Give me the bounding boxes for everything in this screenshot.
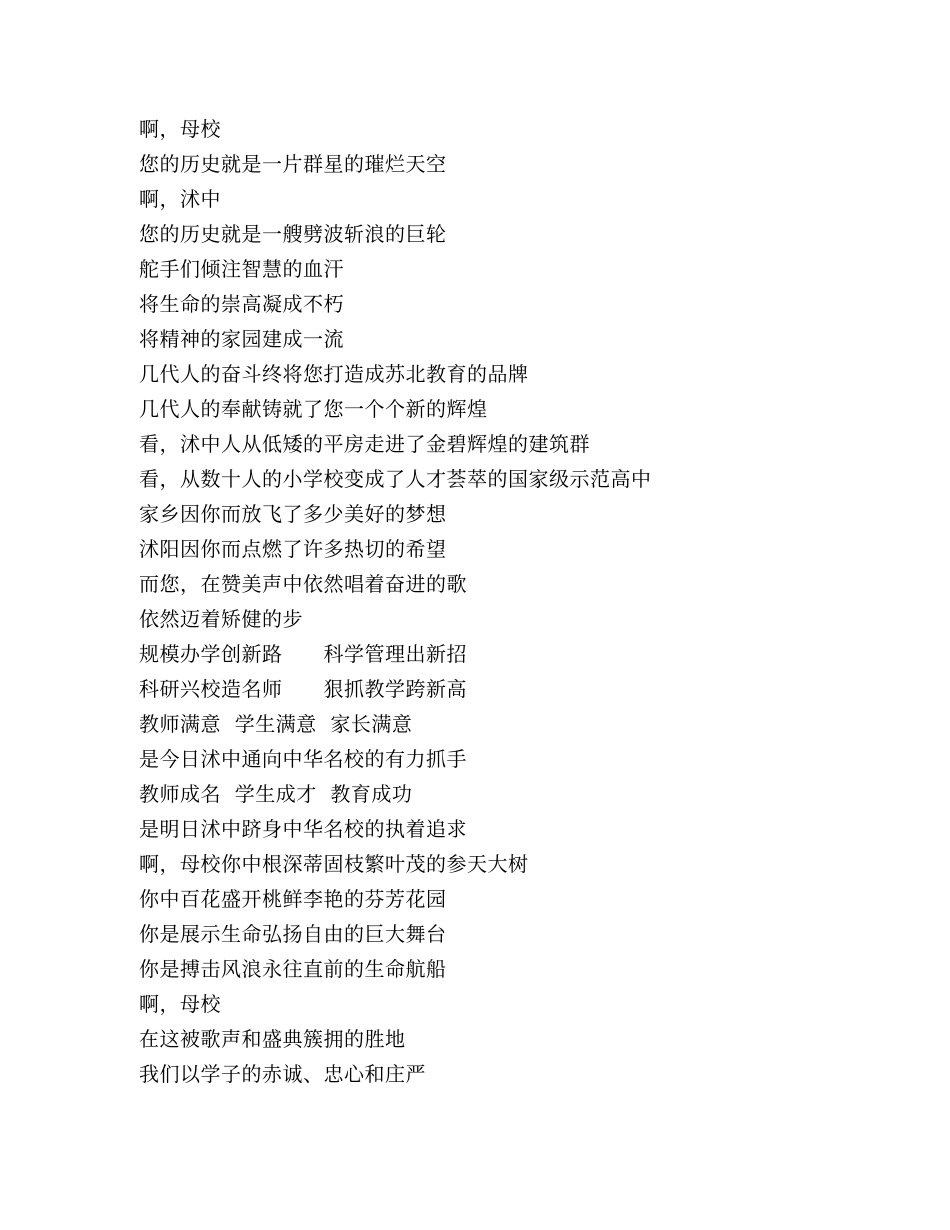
poem-line: 教师满意 学生满意 家长满意 xyxy=(139,712,413,736)
poem-line: 啊，沭中 xyxy=(139,187,221,211)
poem-line: 将精神的家园建成一流 xyxy=(139,327,344,351)
poem-line: 看，从数十人的小学校变成了人才荟萃的国家级示范高中 xyxy=(139,467,652,491)
poem-line: 教师成名 学生成才 教育成功 xyxy=(139,782,413,806)
poem-line: 您的历史就是一艘劈波斩浪的巨轮 xyxy=(139,222,447,246)
poem-line: 看，沭中人从低矮的平房走进了金碧辉煌的建筑群 xyxy=(139,432,590,456)
poem-line: 是明日沭中跻身中华名校的执着追求 xyxy=(139,817,467,841)
poem-line: 依然迈着矫健的步 xyxy=(139,607,303,631)
poem-line: 规模办学创新路 科学管理出新招 xyxy=(139,642,467,666)
poem-line: 你是搏击风浪永往直前的生命航船 xyxy=(139,957,447,981)
poem-line: 啊，母校 xyxy=(139,117,221,141)
poem-body xyxy=(139,112,652,1092)
poem-line: 将生命的崇高凝成不朽 xyxy=(139,292,344,316)
poem-line: 你是展示生命弘扬自由的巨大舞台 xyxy=(139,922,447,946)
poem-line: 科研兴校造名师 狠抓教学跨新高 xyxy=(139,677,467,701)
poem-line: 在这被歌声和盛典簇拥的胜地 xyxy=(139,1027,406,1051)
poem-line: 你中百花盛开桃鲜李艳的芬芳花园 xyxy=(139,887,447,911)
poem-line: 我们以学子的赤诚、忠心和庄严 xyxy=(139,1062,426,1086)
poem-line: 啊，母校你中根深蒂固枝繁叶茂的参天大树 xyxy=(139,852,529,876)
poem-line: 几代人的奋斗终将您打造成苏北教育的品牌 xyxy=(139,362,529,386)
poem-line: 啊，母校 xyxy=(139,992,221,1016)
poem-line: 几代人的奉献铸就了您一个个新的辉煌 xyxy=(139,397,488,421)
poem-line: 而您，在赞美声中依然唱着奋进的歌 xyxy=(139,572,467,596)
poem-line: 您的历史就是一片群星的璀烂天空 xyxy=(139,152,447,176)
poem-line: 舵手们倾注智慧的血汗 xyxy=(139,257,344,281)
poem-line: 家乡因你而放飞了多少美好的梦想 xyxy=(139,502,447,526)
poem-line: 是今日沭中通向中华名校的有力抓手 xyxy=(139,747,467,771)
poem-line: 沭阳因你而点燃了许多热切的希望 xyxy=(139,537,447,561)
